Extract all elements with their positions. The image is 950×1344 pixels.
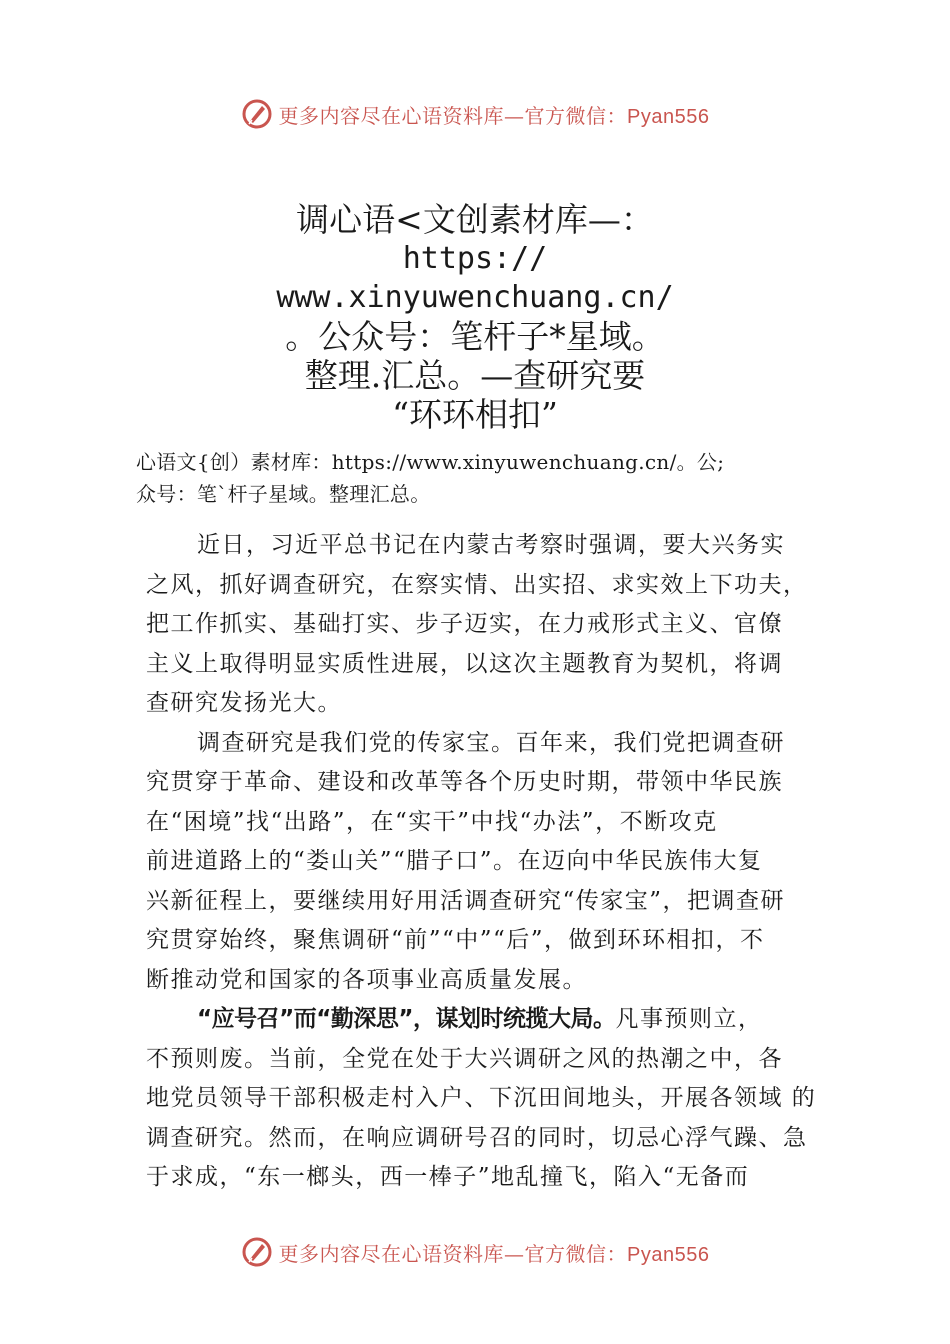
- paragraph-line: 断推动党和国家的各项事业高质量发展。: [146, 966, 587, 993]
- source-note: [136, 446, 836, 510]
- section-heading: “应号召”而“勤深思”，谋划时统揽大局。: [197, 1006, 616, 1032]
- paragraph-lead-text: 凡事预则立，: [615, 1006, 763, 1032]
- feather-seal-icon: [241, 1236, 273, 1268]
- paragraph: [146, 1000, 817, 1198]
- paragraph: [146, 724, 810, 1001]
- feather-seal-icon: [241, 98, 273, 130]
- source-note-line: 心语文{创）素材库：https://www.xinyuwenchuang.cn/。公;: [136, 450, 725, 474]
- paragraph-line: 在“困境”找“出路”，在“实干”中找“办法”，不断攻克: [146, 808, 718, 835]
- paragraph-line: 近日，习近平总书记在内蒙古考察时强调，要大兴务实: [197, 532, 785, 558]
- title-line: 调心语<文创素材库—：: [296, 200, 654, 239]
- paragraph-line: 之风，抓好调查研究，在察实情、出实招、求实效上下功夫，: [146, 571, 808, 598]
- article-body: [146, 526, 817, 1198]
- paragraph-line: 把工作抓实、基础打实、步子迈实，在力戒形式主义、官僚: [146, 611, 783, 637]
- bottom-watermark-banner: [0, 1232, 950, 1272]
- watermark-text: 更多内容尽在心语资料库—官方微信：Pyan556: [278, 1241, 710, 1266]
- title-line: “环环相扣”: [392, 395, 558, 434]
- paragraph-line: 调查研究是我们党的传家宝。百年来，我们党把调查研: [197, 729, 785, 756]
- paragraph-line: [146, 1000, 810, 1040]
- paragraph-line: 兴新征程上，要继续用好用活调查研究“传家宝”，把调查研: [146, 887, 786, 914]
- title-line: www.xinyuwenchuang.cn/: [276, 280, 674, 315]
- paragraph-line: 于求成，“东一榔头，西一棒子”地乱撞飞，陷入“无备而: [146, 1164, 750, 1190]
- wechat-id: Pyan556: [627, 105, 710, 128]
- title-line: 整理.汇总。—查研究要: [304, 356, 646, 395]
- document-title: [0, 200, 950, 434]
- watermark-text: 更多内容尽在心语资料库—官方微信：Pyan556: [278, 103, 710, 128]
- source-note-line: 众号：笔`杆子星域。整理汇总。: [136, 482, 431, 506]
- paragraph: [146, 526, 810, 724]
- paragraph-line: 究贯穿于革命、建设和改革等各个历史时期，带领中华民族: [146, 769, 783, 795]
- title-line: 。公众号：笔杆子*星域。: [285, 317, 665, 356]
- wechat-id: Pyan556: [627, 1243, 710, 1266]
- paragraph-line: 主义上取得明显实质性进展，以这次主题教育为契机，将调: [146, 650, 783, 677]
- paragraph-line: 地党员领导干部积极走村入户、下沉田间地头，开展各领域 的: [146, 1085, 817, 1111]
- title-line: https://: [402, 241, 548, 276]
- paragraph-line: 调查研究。然而，在响应调研号召的同时，切忌心浮气躁、急: [146, 1124, 808, 1151]
- top-watermark-banner: [0, 94, 950, 134]
- paragraph-line: 究贯穿始终，聚焦调研“前”“中”“后”，做到环环相扣，不: [146, 927, 765, 953]
- paragraph-line: 前进道路上的“娄山关”“腊子口”。在迈向中华民族伟大复: [146, 848, 763, 874]
- paragraph-line: 不预则废。当前，全党在处于大兴调研之风的热潮之中，各: [146, 1045, 783, 1072]
- paragraph-line: 查研究发扬光大。: [146, 690, 342, 716]
